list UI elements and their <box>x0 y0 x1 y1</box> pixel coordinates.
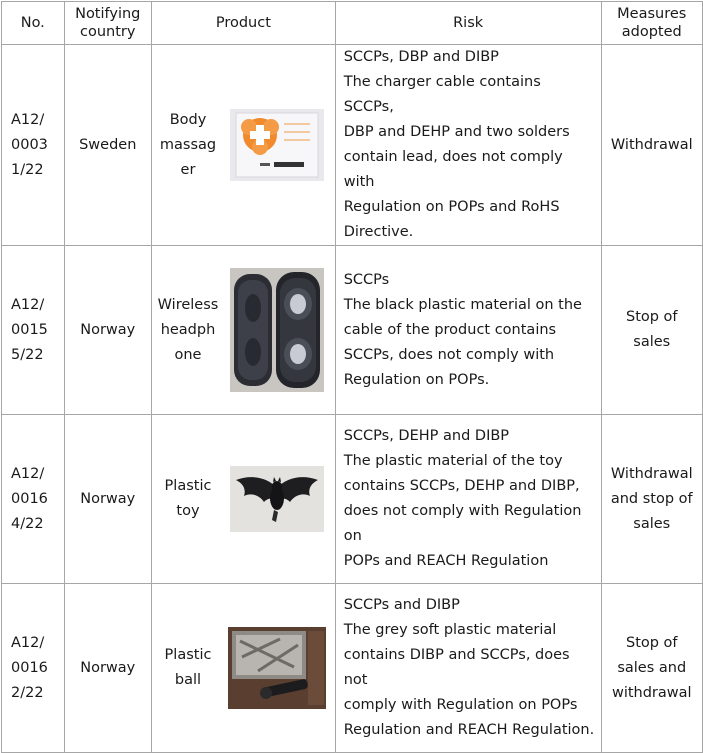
cell-no: A12/ 0003 1/22 <box>2 45 65 246</box>
cell-product: Plastic ball <box>152 584 336 753</box>
plastic-toy-photo <box>230 466 324 532</box>
cell-country: Norway <box>64 246 151 415</box>
body-massager-photo <box>230 109 324 181</box>
table-row <box>2 584 703 753</box>
table-row <box>2 246 703 415</box>
cell-no: A12/ 0015 5/22 <box>2 246 65 415</box>
header-measures-adopted: Measures adopted <box>601 2 702 45</box>
cell-risk: SCCPs, DBP and DIBP The charger cable contains SCCPs, DBP and DEHP and two solders contain lead, does not comply with Regulation on POPs and RoHS Directive. <box>335 45 601 246</box>
header-notifying-country: Notifying country <box>64 2 151 45</box>
cell-measures: Withdrawal and stop of sales <box>601 415 702 584</box>
cell-risk: SCCPs and DIBP The grey soft plastic material contains DIBP and SCCPs, does not comply with Regulation on POPs Regulation and REACH Regulation. <box>335 584 601 753</box>
header-risk: Risk <box>335 2 601 45</box>
cell-product: Body massag er <box>152 45 336 246</box>
cell-measures: Stop of sales <box>601 246 702 415</box>
cell-risk: SCCPs, DEHP and DIBP The plastic material of the toy contains SCCPs, DEHP and DIBP, does not comply with Regulation on POPs and REACH Regulation <box>335 415 601 584</box>
header-no: No. <box>2 2 65 45</box>
cell-country: Norway <box>64 415 151 584</box>
cell-risk: SCCPs The black plastic material on the cable of the product contains SCCPs, does not comply with Regulation on POPs. <box>335 246 601 415</box>
cell-measures: Withdrawal <box>601 45 702 246</box>
cell-country: Sweden <box>64 45 151 246</box>
header-product: Product <box>152 2 336 45</box>
cell-no: A12/ 0016 4/22 <box>2 415 65 584</box>
cell-measures: Stop of sales and withdrawal <box>601 584 702 753</box>
cell-product: Plastic toy <box>152 415 336 584</box>
cell-country: Norway <box>64 584 151 753</box>
plastic-ball-photo <box>228 627 326 709</box>
product-alert-table <box>1 1 703 753</box>
cell-product: Wireless headph one <box>152 246 336 415</box>
wireless-headphone-photo <box>230 268 324 392</box>
table-row <box>2 45 703 246</box>
table-header-row <box>2 2 703 45</box>
cell-no: A12/ 0016 2/22 <box>2 584 65 753</box>
table-row <box>2 415 703 584</box>
